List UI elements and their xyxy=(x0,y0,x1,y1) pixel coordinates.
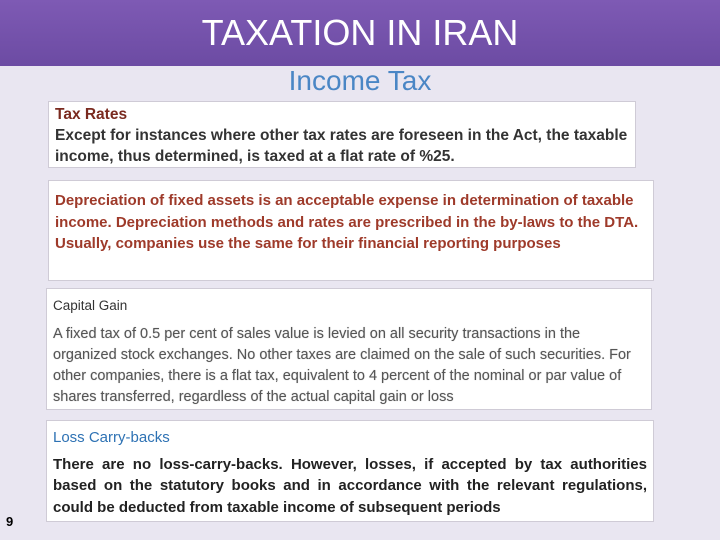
loss-carry-backs-heading: Loss Carry-backs xyxy=(53,429,170,446)
loss-carry-backs-box xyxy=(46,420,654,522)
tax-rates-heading: Tax Rates xyxy=(55,106,128,123)
capital-gain-box xyxy=(46,288,652,410)
depreciation-box xyxy=(48,180,654,281)
slide-subtitle: Income Tax xyxy=(288,65,432,96)
depreciation-body: Depreciation of fixed assets is an acceptable expense in determination of taxable income. Depreciation methods and rates are prescribed in the by-laws to the DTA. xyxy=(55,192,639,231)
capital-gain-body: A fixed tax of 0.5 per cent of sales value is levied on all security transactions in the organized stock exchanges. No other taxes are claimed on the sale of such securities. For other companies, there is a flat tax, equivalent to 4 percent of the nominal or par value of shares transferred, regardless of the actual capital gain or loss xyxy=(53,326,631,405)
page-number: 9 xyxy=(6,514,14,529)
tax-rates-box xyxy=(48,101,636,168)
depreciation-note: Usually, companies use the same for their financial reporting purposes xyxy=(55,235,561,252)
tax-rates-body: Except for instances where other tax rates are foreseen in the Act, the taxable income, thus determined, is taxed at a flat rate of %25. xyxy=(55,127,628,165)
loss-carry-backs-body: There are no loss-carry-backs. However, losses, if accepted by tax authorities based on the statutory books and in accordance with the relevant regulations, could be deducted from taxable income of subsequent periods xyxy=(53,455,647,516)
slide-title: TAXATION IN IRAN xyxy=(0,0,720,66)
capital-gain-heading: Capital Gain xyxy=(53,298,128,313)
